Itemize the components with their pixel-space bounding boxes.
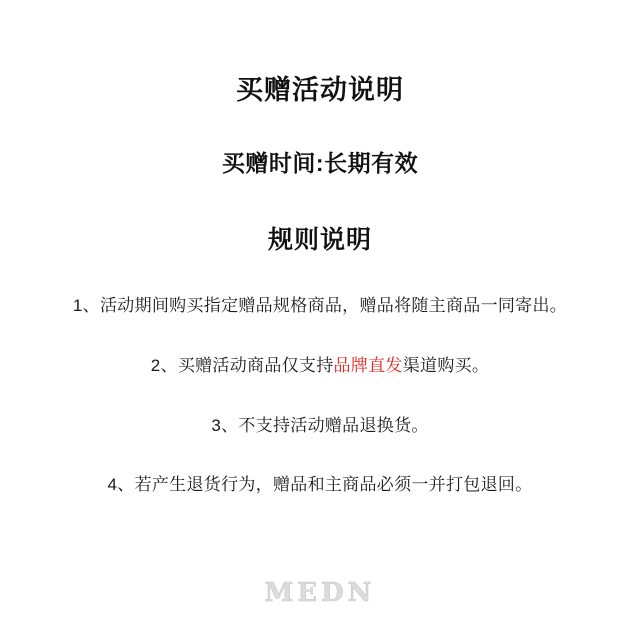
rule-text-prefix: 2、买赠活动商品仅支持 bbox=[150, 355, 334, 375]
rule-text: 3、不支持活动赠品退换货。 bbox=[211, 415, 429, 435]
rule-item bbox=[73, 294, 567, 318]
rules-section-heading: 规则说明 bbox=[267, 226, 372, 254]
rule-item bbox=[108, 473, 533, 497]
page-title: 买赠活动说明 bbox=[236, 75, 404, 105]
rules-list bbox=[0, 294, 640, 497]
rule-text: 4、若产生退货行为，赠品和主商品必须一并打包退回。 bbox=[107, 475, 533, 495]
rule-item bbox=[151, 354, 489, 378]
rule-text-highlight: 品牌直发 bbox=[333, 355, 403, 375]
rule-text-suffix: 渠道购买。 bbox=[402, 355, 490, 375]
campaign-period-subtitle: 买赠时间:长期有效 bbox=[221, 150, 419, 176]
rule-item bbox=[211, 414, 428, 438]
rule-text: 1、活动期间购买指定赠品规格商品，赠品将随主商品一同寄出。 bbox=[72, 296, 568, 315]
brand-watermark: MEDN bbox=[264, 578, 376, 608]
